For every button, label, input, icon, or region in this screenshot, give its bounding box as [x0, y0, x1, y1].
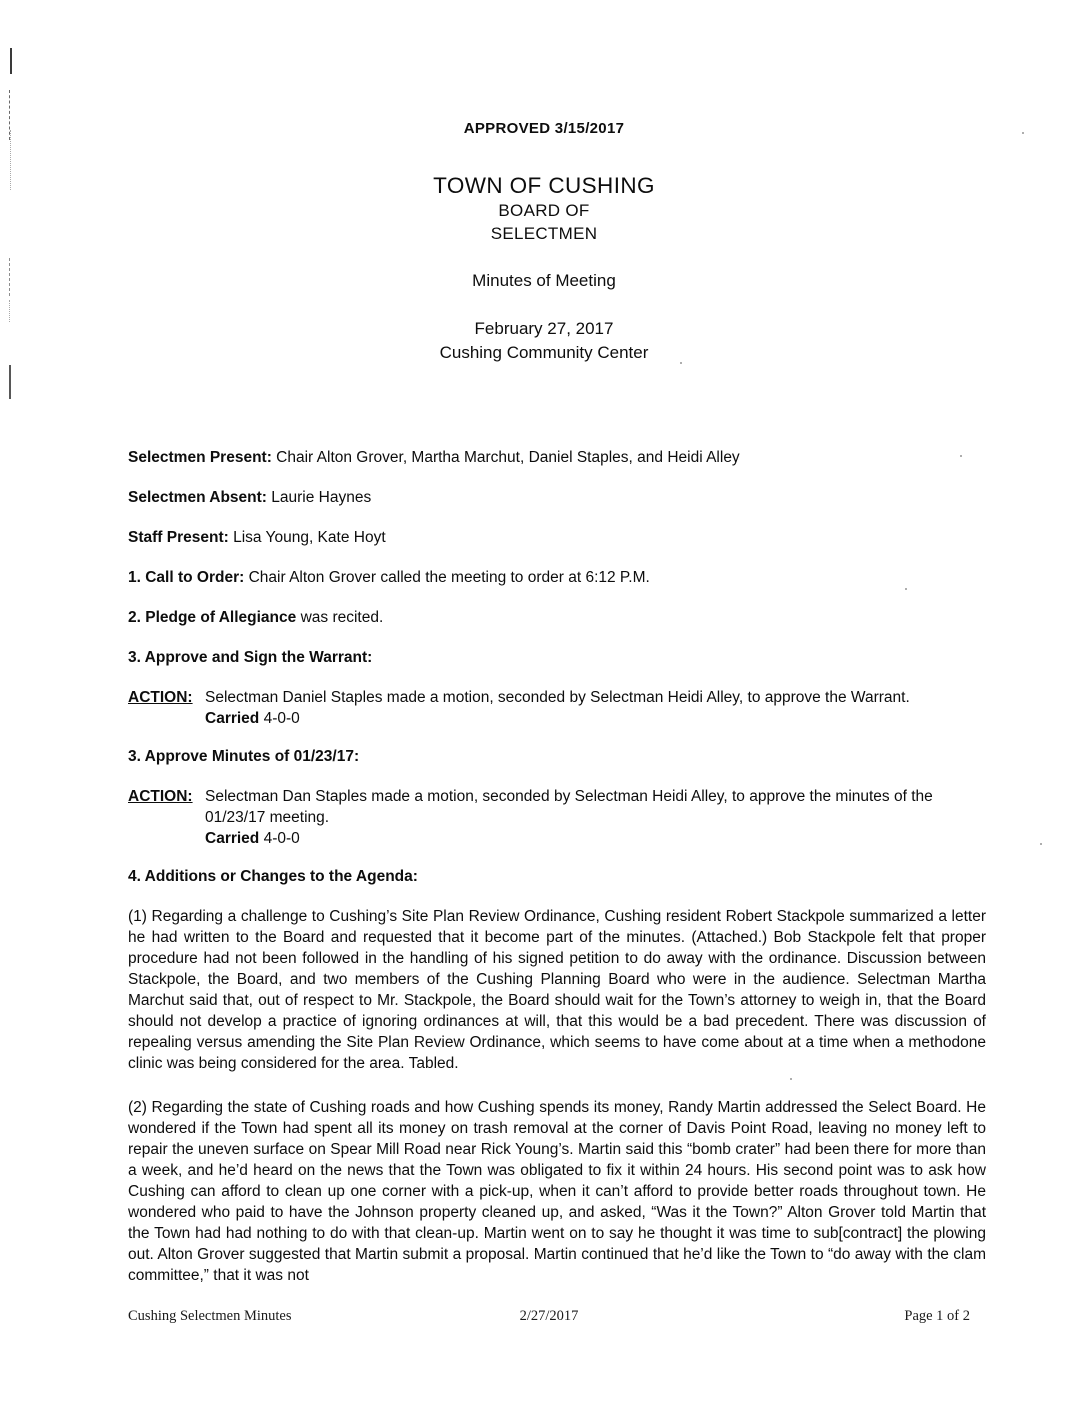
action-label: ACTION: — [128, 689, 193, 706]
call-to-order-text: Chair Alton Grover called the meeting to order at 6:12 P.M. — [244, 569, 650, 586]
action-text-minutes — [205, 786, 986, 849]
scan-speck — [905, 588, 907, 590]
scan-speck — [680, 362, 682, 364]
carried-label: Carried — [205, 830, 260, 847]
scan-artifact — [9, 365, 11, 399]
footer-page-number: Page 1 of 2 — [904, 1308, 971, 1324]
carried-line — [205, 708, 986, 729]
action-block-minutes — [128, 786, 986, 849]
carried-label: Carried — [205, 710, 260, 727]
call-to-order-line — [128, 567, 986, 588]
pledge-label: 2. Pledge of Allegiance — [128, 609, 297, 626]
carried-value: 4-0-0 — [259, 710, 300, 727]
paragraph-site-plan-review: (1) Regarding a challenge to Cushing’s Site Plan Review Ordinance, Cushing resident Robert Stackpole summarized a letter he had written to the Board and requested that it become part of the minutes. (Attached.) Bob Stackpole felt that proper procedure had not been followed in the handling of his signed petition to do away with the ordinance. Discussion between Stackpole, the Board, and two members of the Cushing Planning Board who were in the audience. Selectman Martha Marchut said that, out of respect to Mr. Stackpole, the Board should wait for the Town’s attorney to weigh in, that the Board should not develop a practice of ignoring ordinances at will, that this would be a bad precedent. There was discussion of repealing versus amending the Site Plan Review Ordinance, which seems to have come about at a time when a methodone clinic was being considered for the area. Tabled. — [128, 908, 986, 1072]
selectmen-present-label: Selectmen Present: — [128, 449, 272, 466]
call-to-order-label: 1. Call to Order: — [128, 569, 245, 586]
selectmen-absent-text: Laurie Haynes — [266, 489, 372, 506]
meeting-location: Cushing Community Center — [439, 343, 649, 362]
approved-stamp: APPROVED 3/15/2017 — [463, 120, 625, 137]
staff-present-label: Staff Present: — [128, 529, 229, 546]
scan-speck — [960, 455, 962, 457]
scan-artifact — [10, 48, 12, 74]
warrant-heading: 3. Approve and Sign the Warrant: — [128, 649, 373, 666]
selectmen-absent-line — [128, 487, 986, 508]
action-text-warrant — [205, 687, 986, 729]
scan-speck — [790, 1078, 792, 1080]
action-motion-text: Selectman Daniel Staples made a motion, seconded by Selectman Heidi Alley, to approve the Warrant. — [205, 689, 910, 706]
document-body — [128, 447, 986, 1286]
footer-document-title: Cushing Selectmen Minutes — [128, 1308, 292, 1324]
carried-value: 4-0-0 — [259, 830, 300, 847]
agenda-changes-heading: 4. Additions or Changes to the Agenda: — [128, 868, 418, 885]
paragraph-cushing-roads: (2) Regarding the state of Cushing roads and how Cushing spends its money, Randy Martin addressed the Select Board. He wondered if the Town had spent all its money on trash removal at the corner of Davis Point Road, leaving no money left to repair the uneven surface on Spear Mill Road near Rick Young’s. Martin said this “bomb crater” had been there for more than a week, and he’d heard on the news that the Town was obligated to fix it within 24 hours. His second point was to ask how Cushing can afford to clean up one corner with a pick-up, when it can’t afford to provide better roads throughout town. He wondered who paid to have the Johnson property cleaned up, and asked, “Was it the Town?” Alton Grover told Martin that the Town had had nothing to do with that clean-up. Martin went on to say he thought it was time to sub[contract] the plowing out. Alton Grover suggested that Martin submit a proposal. Martin continued that he’d like the Town to “do away with the clam committee,” that it was not — [128, 1099, 986, 1284]
selectmen-present-line — [128, 447, 986, 468]
document-header — [0, 0, 1088, 363]
staff-present-text: Lisa Young, Kate Hoyt — [228, 529, 386, 546]
scan-artifact — [9, 258, 11, 296]
document-title-line3: SELECTMEN — [490, 224, 598, 243]
document-subtitle: Minutes of Meeting — [472, 271, 616, 290]
action-block-warrant — [128, 687, 986, 729]
scan-artifact — [9, 300, 11, 322]
staff-present-line — [128, 527, 986, 548]
carried-line — [205, 828, 986, 849]
document-title-line1: TOWN OF CUSHING — [433, 173, 655, 198]
selectmen-absent-label: Selectmen Absent: — [128, 489, 267, 506]
scan-speck — [1040, 843, 1042, 845]
scan-artifact — [10, 130, 12, 190]
pledge-line — [128, 607, 986, 628]
meeting-date: February 27, 2017 — [474, 319, 614, 338]
document-title-line2: BOARD OF — [498, 201, 590, 220]
page-footer — [0, 1308, 1088, 1325]
footer-date: 2/27/2017 — [519, 1308, 579, 1324]
selectmen-present-text: Chair Alton Grover, Martha Marchut, Daniel Staples, and Heidi Alley — [271, 449, 740, 466]
scan-speck — [1022, 132, 1024, 134]
action-motion-text: Selectman Dan Staples made a motion, seconded by Selectman Heidi Alley, to approve the minutes of the 01/23/17 meeting. — [205, 788, 933, 826]
pledge-text: was recited. — [296, 609, 384, 626]
action-label: ACTION: — [128, 788, 193, 805]
approve-minutes-heading: 3. Approve Minutes of 01/23/17: — [128, 748, 360, 765]
